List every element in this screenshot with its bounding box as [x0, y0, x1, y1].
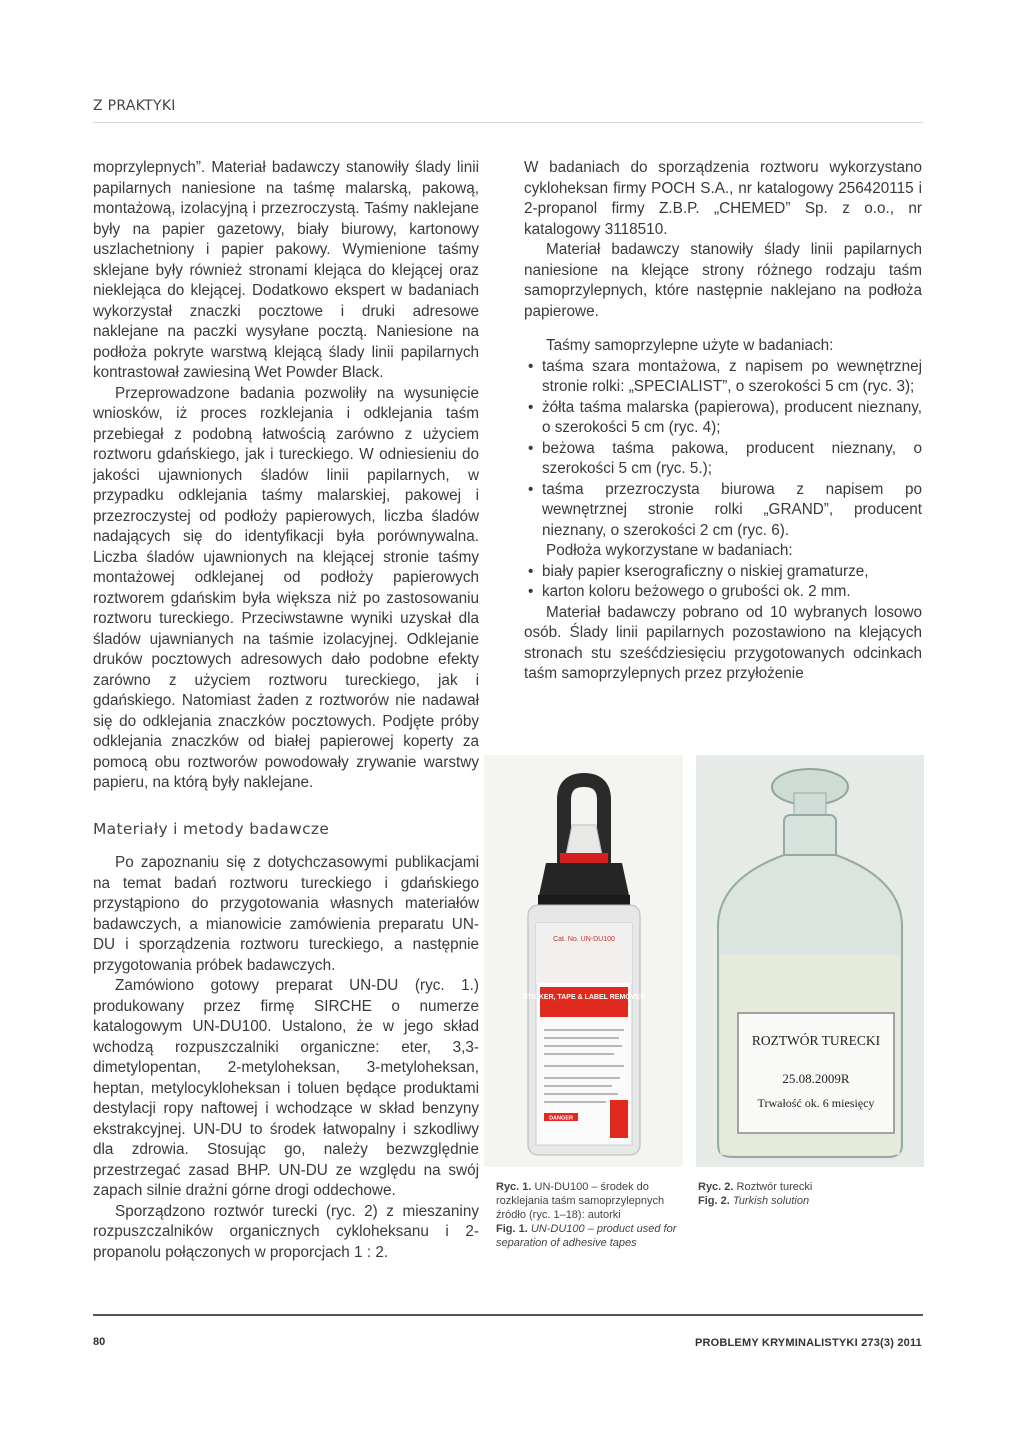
bottle-label-line1: ROZTWÓR TURECKI	[751, 1033, 881, 1048]
bottle-label-line2: 25.08.2009R	[782, 1071, 850, 1086]
list-item: • karton koloru beżowego o grubości ok. 2 mm.	[524, 582, 922, 603]
list-item: • biały papier kserograficzny o niskiej gramaturze,	[524, 562, 922, 583]
page-number: 80	[93, 1336, 106, 1348]
caption-text-en: Turkish solution	[732, 1195, 810, 1207]
left-column-bottom	[93, 853, 479, 1263]
list-item: • taśma przezroczysta biurowa z napisem po wewnętrznej stronie rolki „GRAND”, producent nieznany, o szerokości 2 cm (ryc. 6).	[524, 480, 922, 542]
bottle-label-catalog: Cat. No. UN-DU100	[553, 936, 615, 943]
caption-text: UN-DU100 – środek do rozklejania taśm samoprzylepnych	[496, 1181, 665, 1207]
paragraph: Podłoża wykorzystane w badaniach:	[546, 542, 793, 559]
paragraph: W badaniach do sporządzenia roztworu wykorzystano cykloheksan firmy POCH S.A., nr katalogowy 256420115 i 2-propanol firmy Z.B.P. „CHEMED” Sp. z o.o., nr katalogowy 3118510.	[524, 159, 922, 238]
paragraph: moprzylepnych”. Materiał badawczy stanowiły ślady linii papilarnych naniesione na taśmę malarską, pakową, montażową, izolacyjną i przezroczystą. Taśmy naklejane były na papier gazetowy, biały biurowy, kartonowy uszlachetniony i papier pakowy. Wymienione taśmy sklejane były również stronami klejąca do klejącej oraz nieklejąca do klejącej. Dodatkowo ekspert w badaniach wykorzystał znaczki pocztowe i druki adresowe naklejane na paczki wysyłane pocztą. Naniesione na podłoża pokryte warstwą klejącą ślady linii papilarnych kontrastował zawiesiną Wet Powder Black.	[93, 159, 479, 381]
figure-2-caption	[698, 1180, 898, 1208]
section-label: Z PRAKTYKI	[93, 98, 176, 114]
journal-title: PROBLEMY KRYMINALISTYKI 273(3) 2011	[694, 1337, 922, 1349]
paragraph: Przeprowadzone badania pozwoliły na wysunięcie wniosków, iż proces rozklejania i odklejania taśm przebiegał z podobną łatwością zarówno z użyciem roztworu gdańskiego, jak i tureckiego. W odniesieniu do jakości ujawnionych śladów linii papilarnych, w przypadku odklejania taśmy malarskiej, pakowej i przezroczystej od podłoży papierowych, liczba śladów nadających się do identyfikacji była porównywalna. Liczba śladów ujawnionych na klejącej stronie taśmy montażowej odklejanej od podłoży papierowych roztworem gdańskim była większa niż po zastosowaniu roztworu tureckiego. Przeciwstawne wyniki uzyskał dla śladów ujawnianych na taśmie izolacyjnej. Odklejanie druków pocztowych adresowych dało podobne efekty zarówno z użyciem roztworu tureckiego, jak i gdańskiego. Natomiast żaden z roztworów nie nadawał się do odklejania znaczków pocztowych. Podjęte próby odklejania znaczków od białej papierowej koperty za pomocą obu roztworów powodowały zrywanie warstwy papieru, na którą były naklejane.	[93, 384, 479, 791]
top-divider	[93, 122, 923, 123]
caption-label-en: Fig. 1.	[496, 1223, 528, 1235]
svg-text:STICKER, TAPE & LABEL REMOVER	[523, 994, 645, 1001]
tapes-list	[524, 357, 922, 542]
bottom-divider	[93, 1314, 923, 1316]
caption-text-en: UN-DU100 – product used for separation of adhesive tapes	[496, 1223, 677, 1249]
figure-1-caption	[496, 1180, 686, 1250]
list-item: • żółta taśma malarska (papierowa), producent nieznany, o szerokości 5 cm (ryc. 4);	[524, 398, 922, 439]
caption-label: Ryc. 2.	[698, 1181, 734, 1193]
right-column	[524, 158, 922, 685]
bottle-label-danger: DANGER	[549, 1115, 573, 1122]
glass-bottle-illustration	[696, 755, 924, 1167]
figure-2-photo	[696, 755, 924, 1167]
paragraph: Materiał badawczy stanowiły ślady linii papilarnych naniesione na klejące strony różnego rodzaju taśm samoprzylepnych, które następnie naklejano na podłoża papierowe.	[524, 241, 922, 320]
caption-source: źródło (ryc. 1–18): autorki	[496, 1209, 621, 1221]
bottle-label-line3: Trwałość ok. 6 miesięcy	[757, 1096, 875, 1110]
paragraph: Po zapoznaniu się z dotychczasowymi publikacjami na temat badań roztworu tureckiego i gdańskiego przystąpiono do przygotowania własnych materiałów badawczych, a mianowicie zamówienia preparatu UN-DU i sporządzenia roztworu tureckiego, a następnie przygotowania próbek badawczych.	[93, 854, 479, 974]
undu-bottle-illustration	[484, 755, 683, 1167]
section-heading: Materiały i metody badawcze	[93, 820, 330, 838]
substrates-list	[524, 562, 922, 603]
paragraph: Sporządzono roztwór turecki (ryc. 2) z mieszaniny rozpuszczalników organicznych cykloheksanu i 2-propanolu połączonych w proporcjach 1 : 2.	[93, 1202, 479, 1261]
caption-label: Ryc. 1.	[496, 1181, 532, 1193]
figure-1-photo	[484, 755, 683, 1167]
paragraph: Materiał badawczy pobrano od 10 wybranych losowo osób. Ślady linii papilarnych pozostawiono na klejących stronach stu sześćdziesięciu przygotowanych odcinkach taśm samoprzylepnych przez przyłożenie	[524, 603, 922, 682]
bottle-label-title: STICKER, TAPE & LABEL REMOVER	[522, 994, 646, 1001]
paragraph: Zamówiono gotowy preparat UN-DU (ryc. 1.) produkowany przez firmę SIRCHE o numerze katalogowym UN-DU100. Ustalono, że w jego skład wchodzą rozpuszczalniki organiczne: eter, 3,3-dimetylopentan, 2-metyloheksan, 3-metyloheksan, heptan, metylocykloheksan i toluen będące produktami destylacji ropy naftowej i wchodzące w skład benzyny ekstrakcyjnej. UN-DU to środek łatwopalny i szkodliwy dla zdrowia. Stosując go, należy bezwzględnie przestrzegać zasad BHP. UN-DU ze względu na swój zapach silnie drażni górne drogi oddechowe.	[93, 977, 479, 1199]
caption-label-en: Fig. 2.	[698, 1195, 730, 1207]
left-column-top	[93, 158, 479, 794]
list-item: • beżowa taśma pakowa, producent nieznany, o szerokości 5 cm (ryc. 5.);	[524, 439, 922, 480]
list-item: • taśma szara montażowa, z napisem po wewnętrznej stronie rolki: „SPECIALIST”, o szerokości 5 cm (ryc. 3);	[524, 357, 922, 398]
paragraph: Taśmy samoprzylepne użyte w badaniach:	[546, 337, 834, 354]
caption-text: Roztwór turecki	[736, 1181, 813, 1193]
